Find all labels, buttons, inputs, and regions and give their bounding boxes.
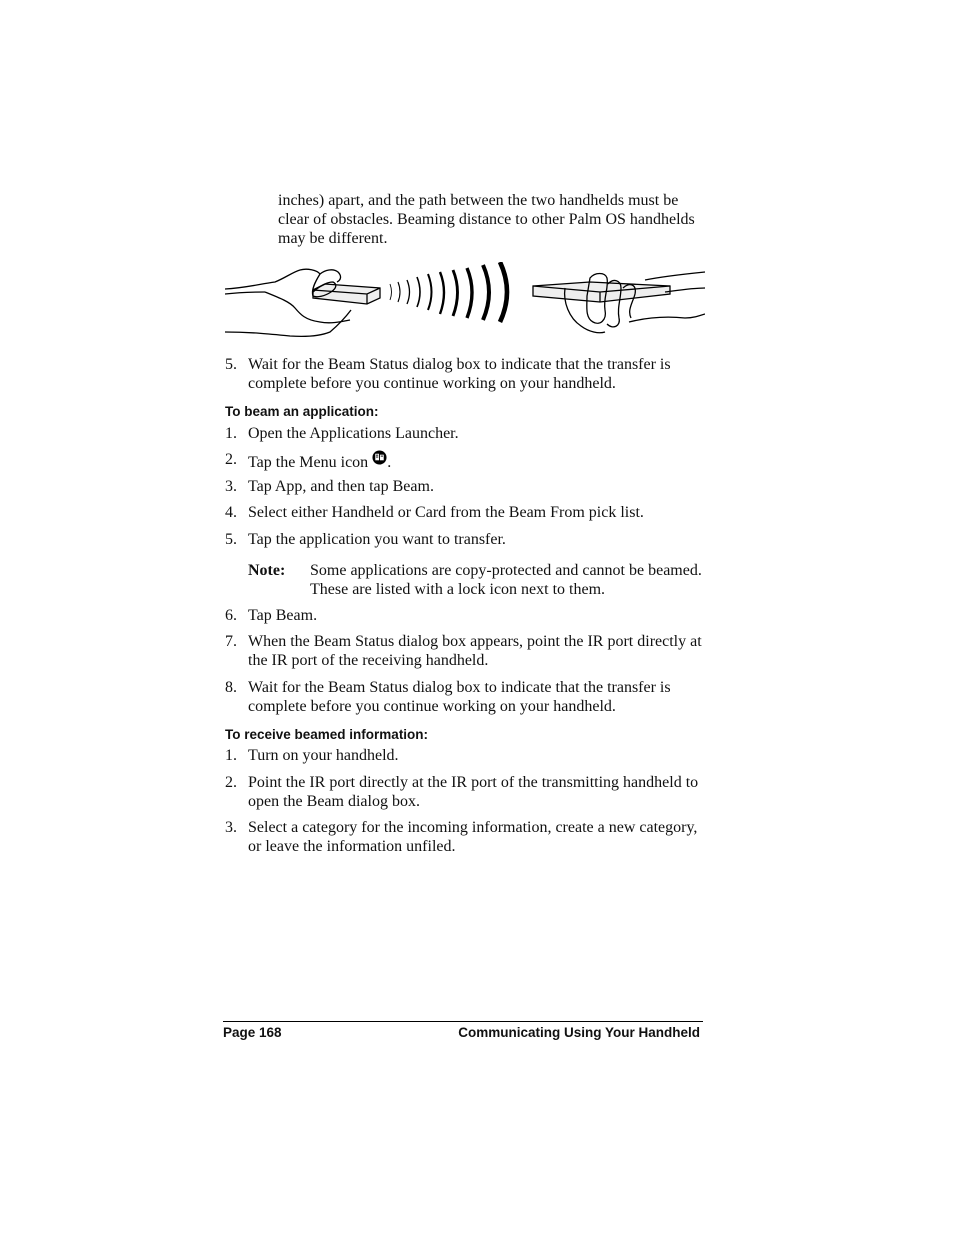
step-text-main: Tap the Menu icon: [248, 454, 369, 471]
intro-paragraph: inches) apart, and the path between the two handhelds must be clear of obstacles. Beaming distance to other Palm OS handhelds may be different.: [278, 192, 695, 247]
step-number: 6.: [225, 607, 237, 624]
step-number: 3.: [225, 819, 237, 836]
step-text: Select a category for the incoming information, create a new category, or leave the information unfiled.: [248, 819, 698, 855]
note-text: Some applications are copy-protected and cannot be beamed. These are listed with a lock icon next to them.: [310, 562, 702, 598]
step-text: Wait for the Beam Status dialog box to indicate that the transfer is complete before you continue working on your handheld.: [248, 356, 671, 392]
step-text: Select either Handheld or Card from the Beam From pick list.: [248, 504, 644, 521]
step-number: 5.: [225, 531, 237, 548]
step-number: 8.: [225, 679, 237, 696]
step-number: 2.: [225, 774, 237, 791]
step-text: Tap App, and then tap Beam.: [248, 478, 434, 495]
step-number: 3.: [225, 478, 237, 495]
note-label: Note:: [248, 562, 286, 579]
step-number: 1.: [225, 747, 237, 764]
menu-icon: [372, 450, 387, 465]
step-text: Tap the application you want to transfer.: [248, 531, 506, 548]
step-text: Point the IR port directly at the IR port of the transmitting handheld to open the Beam dialog box.: [248, 774, 699, 810]
step-number: 5.: [225, 356, 237, 373]
footer-rule: [223, 1021, 703, 1022]
page-number: Page 168: [223, 1025, 282, 1040]
step-text: When the Beam Status dialog box appears, point the IR port directly at the IR port of the receiving handheld.: [248, 633, 702, 669]
step-text: Turn on your handheld.: [248, 747, 399, 764]
step-number: 1.: [225, 425, 237, 442]
step-number: 4.: [225, 504, 237, 521]
step-text: [248, 450, 708, 472]
step-text: Wait for the Beam Status dialog box to indicate that the transfer is complete before you continue working on your handheld.: [248, 679, 671, 715]
step-number: 2.: [225, 451, 237, 468]
chapter-title: Communicating Using Your Handheld: [458, 1025, 700, 1040]
step-number: 7.: [225, 633, 237, 650]
section-heading-receive: To receive beamed information:: [225, 727, 429, 742]
beaming-handhelds-illustration: [225, 262, 705, 344]
step-text: Open the Applications Launcher.: [248, 425, 459, 442]
section-heading-beam-application: To beam an application:: [225, 404, 379, 419]
step-text: Tap Beam.: [248, 607, 318, 624]
step-text-suffix: .: [387, 454, 392, 471]
